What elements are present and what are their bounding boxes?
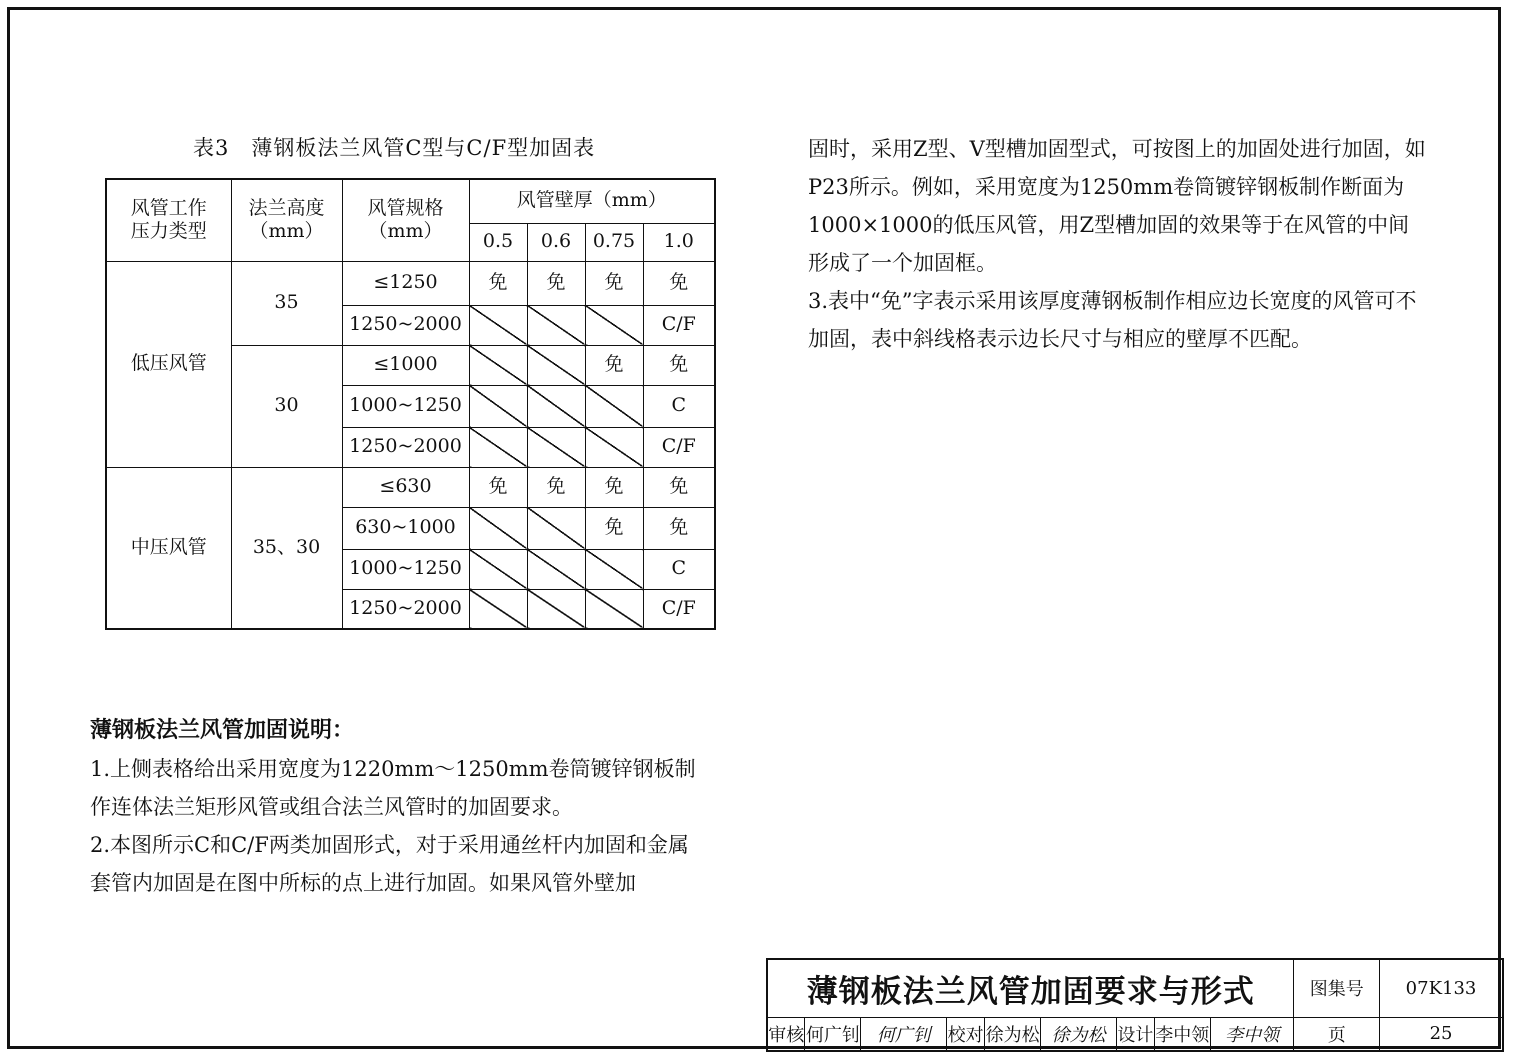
not-applicable-cell	[585, 385, 643, 427]
not-applicable-cell	[585, 305, 643, 345]
not-applicable-cell	[469, 549, 527, 589]
reinforcement-cell: 免	[469, 467, 527, 507]
flange-height-cell: 35、30	[231, 467, 342, 629]
flange-height-cell: 30	[231, 345, 342, 467]
atlas-label: 图集号	[1294, 959, 1380, 1017]
reinforcement-cell: 免	[585, 345, 643, 385]
not-applicable-cell	[469, 385, 527, 427]
notes-continued	[808, 130, 1428, 358]
not-applicable-cell	[469, 345, 527, 385]
design-label: 设计	[1116, 1017, 1154, 1051]
duct-spec-cell: 1000~1250	[342, 549, 469, 589]
reinforcement-cell: 免	[469, 261, 527, 305]
not-applicable-cell	[527, 549, 585, 589]
not-applicable-cell	[527, 385, 585, 427]
notes-title: 薄钢板法兰风管加固说明：	[90, 718, 355, 743]
not-applicable-cell	[585, 549, 643, 589]
atlas-number: 07K133	[1380, 959, 1503, 1017]
duct-spec-cell: 1250~2000	[342, 427, 469, 467]
not-applicable-cell	[469, 589, 527, 629]
note-2: 2.本图所示C和C/F两类加固形式，对于采用通丝杆内加固和金属套管内加固是在图中所标的点上进行加固。如果风管外壁加	[90, 833, 689, 895]
header-thickness: 0.6	[527, 223, 585, 261]
note-3: 3.表中“免”字表示采用该厚度薄钢板制作相应边长宽度的风管可不加固，表中斜线格表示边长尺寸与相应的壁厚不匹配。	[808, 289, 1417, 351]
duct-spec-cell: ≤1250	[342, 261, 469, 305]
duct-spec-cell: 1250~2000	[342, 589, 469, 629]
reinforcement-cell: C/F	[643, 427, 715, 467]
not-applicable-cell	[527, 305, 585, 345]
page-label: 页	[1294, 1017, 1380, 1051]
reinforcement-cell: 免	[585, 507, 643, 549]
header-wall-thickness: 风管壁厚（mm）	[469, 179, 715, 223]
reinforcement-cell: 免	[527, 467, 585, 507]
header-thickness: 0.75	[585, 223, 643, 261]
checker-signature: 徐为松	[1041, 1017, 1117, 1051]
review-label: 审核	[767, 1017, 805, 1051]
note-2-continued: 固时，采用Z型、V型槽加固型式，可按图上的加固处进行加固，如P23所示。例如，采用宽度为1250mm卷筒镀锌钢板制作断面为1000×1000的低压风管，用Z型槽加固的效果等于在风管的中间形成了一个加固框。	[808, 137, 1426, 275]
header-flange-height: 法兰高度 （mm）	[231, 179, 342, 261]
checker-name: 徐为松	[985, 1017, 1041, 1051]
reinforcement-cell: 免	[643, 467, 715, 507]
reinforcement-cell: 免	[527, 261, 585, 305]
duct-spec-cell: 1250~2000	[342, 305, 469, 345]
reviewer-signature: 何广钊	[861, 1017, 947, 1051]
reinforcement-cell: 免	[585, 467, 643, 507]
title-block	[766, 958, 1504, 1052]
pressure-type-cell: 中压风管	[106, 467, 231, 629]
flange-height-cell: 35	[231, 261, 342, 345]
not-applicable-cell	[527, 427, 585, 467]
header-thickness: 0.5	[469, 223, 527, 261]
not-applicable-cell	[585, 427, 643, 467]
not-applicable-cell	[469, 427, 527, 467]
duct-spec-cell: ≤1000	[342, 345, 469, 385]
reinforcement-cell: 免	[643, 345, 715, 385]
table-row	[106, 467, 715, 507]
table-row	[106, 261, 715, 305]
note-1: 1.上侧表格给出采用宽度为1220mm～1250mm卷筒镀锌钢板制作连体法兰矩形风管或组合法兰风管时的加固要求。	[90, 757, 696, 819]
header-thickness: 1.0	[643, 223, 715, 261]
not-applicable-cell	[527, 345, 585, 385]
reinforcement-cell: C/F	[643, 305, 715, 345]
reinforcement-cell: 免	[643, 261, 715, 305]
not-applicable-cell	[585, 589, 643, 629]
reviewer-name: 何广钊	[805, 1017, 861, 1051]
header-duct-spec: 风管规格 （mm）	[342, 179, 469, 261]
duct-spec-cell: ≤630	[342, 467, 469, 507]
drawing-title: 薄钢板法兰风管加固要求与形式	[767, 959, 1294, 1017]
duct-spec-cell: 630~1000	[342, 507, 469, 549]
reinforcement-cell: 免	[643, 507, 715, 549]
notes-section	[90, 712, 705, 902]
not-applicable-cell	[527, 589, 585, 629]
header-pressure-type: 风管工作 压力类型	[106, 179, 231, 261]
designer-name: 李中领	[1154, 1017, 1210, 1051]
reinforcement-cell: C	[643, 549, 715, 589]
reinforcement-cell: 免	[585, 261, 643, 305]
not-applicable-cell	[527, 507, 585, 549]
table-caption: 表3 薄钢板法兰风管C型与C/F型加固表	[193, 136, 596, 160]
not-applicable-cell	[469, 507, 527, 549]
designer-signature: 李中领	[1210, 1017, 1294, 1051]
reinforcement-table	[105, 178, 716, 630]
page-number: 25	[1380, 1017, 1503, 1051]
duct-spec-cell: 1000~1250	[342, 385, 469, 427]
pressure-type-cell: 低压风管	[106, 261, 231, 467]
not-applicable-cell	[469, 305, 527, 345]
reinforcement-cell: C	[643, 385, 715, 427]
reinforcement-cell: C/F	[643, 589, 715, 629]
check-label: 校对	[947, 1017, 985, 1051]
